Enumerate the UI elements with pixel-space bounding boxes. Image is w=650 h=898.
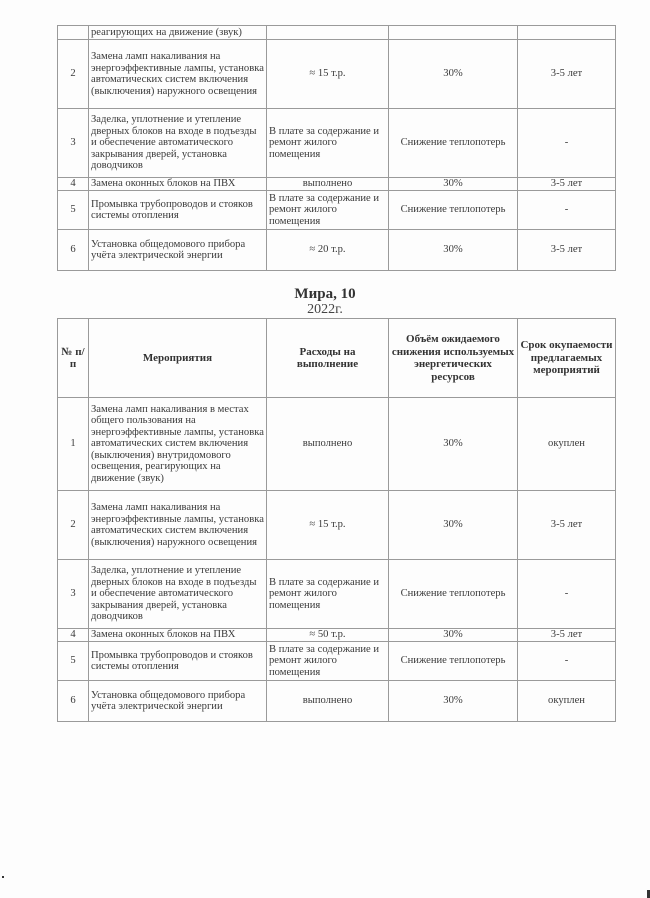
section-address: Мира, 10 (294, 286, 356, 302)
reduction-cell: Снижение теплопотерь (389, 642, 518, 681)
measure-cell: Промывка трубопроводов и стояков системы отопления (89, 191, 267, 230)
cost-cell: ≈ 15 т.р. (267, 40, 389, 109)
reduction-cell: Снижение теплопотерь (389, 109, 518, 178)
payback-cell: 3-5 лет (518, 629, 616, 642)
continued-measures-table (57, 25, 616, 271)
payback-cell: - (518, 642, 616, 681)
cost-cell: В плате за содержание и ремонт жилого помещения (267, 191, 389, 230)
row-number: 3 (58, 109, 89, 178)
reduction-cell: 30% (389, 230, 518, 271)
scan-speck (2, 876, 4, 878)
row-number: 2 (58, 40, 89, 109)
measures-table-mira-10 (57, 318, 616, 722)
table-row (58, 681, 616, 722)
cost-cell: ≈ 15 т.р. (267, 491, 389, 560)
table-row (58, 109, 616, 178)
table-row (58, 178, 616, 191)
measure-cell: Замена оконных блоков на ПВХ (89, 629, 267, 642)
reduction-cell: 30% (389, 398, 518, 491)
row-number: 1 (58, 398, 89, 491)
table-row (58, 230, 616, 271)
table-row (58, 191, 616, 230)
row-number: 4 (58, 178, 89, 191)
cost-cell: выполнено (267, 178, 389, 191)
table-row (58, 26, 616, 40)
row-number: 5 (58, 642, 89, 681)
measure-cell: реагирующих на движение (звук) (89, 26, 267, 40)
measure-cell: Замена ламп накаливания в местах общего пользования на энергоэффективные лампы, установка автоматических систем включения (выключения) внутридомового освещения, реагирующих на движение (звук) (89, 398, 267, 491)
payback-cell: - (518, 109, 616, 178)
row-number: 2 (58, 491, 89, 560)
payback-cell (518, 26, 616, 40)
table-row (58, 642, 616, 681)
table-row (58, 398, 616, 491)
row-number: 5 (58, 191, 89, 230)
table-row (58, 560, 616, 629)
measure-cell: Установка общедомового прибора учёта электрической энергии (89, 681, 267, 722)
reduction-cell: Снижение теплопотерь (389, 191, 518, 230)
measure-cell: Установка общедомового прибора учёта электрической энергии (89, 230, 267, 271)
payback-cell: окуплен (518, 681, 616, 722)
reduction-cell: 30% (389, 681, 518, 722)
table-row (58, 40, 616, 109)
header-reduction: Объём ожидаемого снижения используемых энергетических ресурсов (389, 319, 518, 398)
cost-cell: В плате за содержание и ремонт жилого помещения (267, 642, 389, 681)
cost-cell: ≈ 50 т.р. (267, 629, 389, 642)
header-number: № п/п (58, 319, 89, 398)
header-payback: Срок окупаемости предлагаемых мероприятий (518, 319, 616, 398)
reduction-cell: 30% (389, 629, 518, 642)
table-row (58, 491, 616, 560)
reduction-cell: 30% (389, 40, 518, 109)
cost-cell (267, 26, 389, 40)
payback-cell: - (518, 560, 616, 629)
cost-cell: выполнено (267, 681, 389, 722)
row-number: 6 (58, 230, 89, 271)
cost-cell: выполнено (267, 398, 389, 491)
row-number: 3 (58, 560, 89, 629)
table-row (58, 629, 616, 642)
payback-cell: окуплен (518, 398, 616, 491)
row-number (58, 26, 89, 40)
header-measure: Мероприятия (89, 319, 267, 398)
measure-cell: Замена ламп накаливания на энергоэффективные лампы, установка автоматических систем включения (выключения) наружного освещения (89, 491, 267, 560)
reduction-cell: Снижение теплопотерь (389, 560, 518, 629)
measure-cell: Замена ламп накаливания на энергоэффективные лампы, установка автоматических систем включения (выключения) наружного освещения (89, 40, 267, 109)
payback-cell: 3-5 лет (518, 491, 616, 560)
header-cost: Расходы на выполнение (267, 319, 389, 398)
payback-cell: 3-5 лет (518, 230, 616, 271)
section-year: 2022г. (307, 302, 343, 317)
cost-cell: ≈ 20 т.р. (267, 230, 389, 271)
payback-cell: - (518, 191, 616, 230)
measure-cell: Замена оконных блоков на ПВХ (89, 178, 267, 191)
reduction-cell: 30% (389, 178, 518, 191)
payback-cell: 3-5 лет (518, 40, 616, 109)
reduction-cell: 30% (389, 491, 518, 560)
reduction-cell (389, 26, 518, 40)
measure-cell: Заделка, уплотнение и утепление дверных блоков на входе в подъезды и обеспечение автоматического закрывания дверей, установка доводчиков (89, 560, 267, 629)
cost-cell: В плате за содержание и ремонт жилого помещения (267, 109, 389, 178)
row-number: 4 (58, 629, 89, 642)
cost-cell: В плате за содержание и ремонт жилого помещения (267, 560, 389, 629)
measure-cell: Заделка, уплотнение и утепление дверных блоков на входе в подъезды и обеспечение автоматического закрывания дверей, установка доводчиков (89, 109, 267, 178)
row-number: 6 (58, 681, 89, 722)
table-header-row (58, 319, 616, 398)
measure-cell: Промывка трубопроводов и стояков системы отопления (89, 642, 267, 681)
payback-cell: 3-5 лет (518, 178, 616, 191)
